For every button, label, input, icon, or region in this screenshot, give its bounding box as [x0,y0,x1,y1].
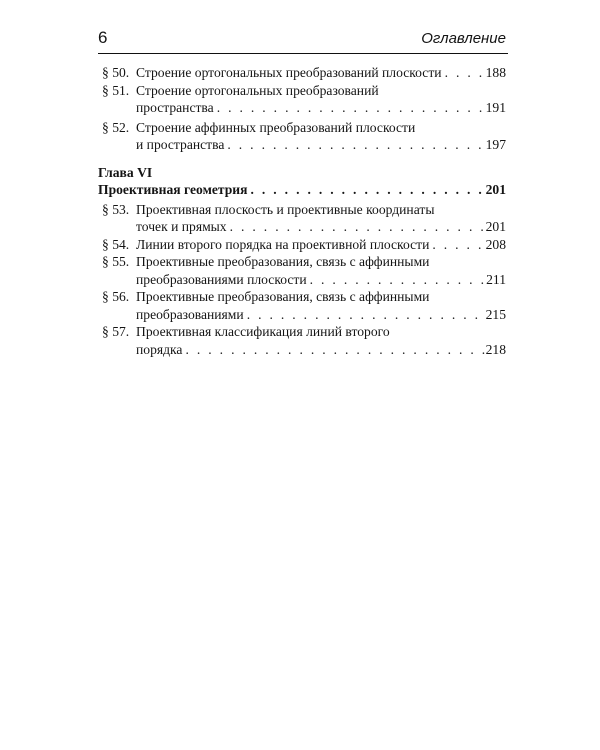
leader-dots [429,236,485,254]
leader-dots [307,271,486,289]
chapter-label: Глава VI [98,164,153,180]
toc-entry-55[interactable] [98,253,506,288]
section-title: Проективная классификация линий второго [136,324,390,339]
leader-dots [247,181,485,199]
section-title: Проективная плоскость и проективные координаты [136,201,435,217]
toc-entry-51[interactable] [98,82,506,117]
section-number: § 56. [102,289,130,304]
section-number: § 53. [102,201,130,217]
leader-dots [244,306,486,324]
section-number: § 57. [102,324,130,339]
section-number: § 54. [102,236,130,252]
section-title-cont: преобразованиями плоскости [136,271,307,287]
section-title: Строение ортогональных преобразований [136,82,379,98]
page-ref: 201 [485,182,506,197]
running-title: Оглавление [421,30,506,47]
section-title: Проективные преобразования, связь с аффинными [136,254,430,269]
page-ref: 191 [485,100,506,115]
page-ref: 211 [486,271,506,287]
toc-entry-53[interactable] [98,201,506,236]
section-title: Линии второго порядка на проективной плоскости [136,236,430,252]
section-number: § 50. [102,65,130,80]
section-title-cont: порядка [136,341,183,357]
page-ref: 201 [485,219,506,234]
toc-entry-54[interactable] [98,236,506,254]
page-number: 6 [98,28,108,47]
leader-dots [214,99,486,117]
section-title: Проективные преобразования, связь с аффинными [136,289,430,304]
section-title-cont: преобразованиями [136,306,244,322]
chapter-title: Проективная геометрия [98,182,248,197]
leader-dots [182,341,485,359]
page-ref: 208 [485,236,506,252]
toc-entry-52[interactable] [98,119,506,154]
section-title-cont: пространства [136,100,214,115]
toc-entry-57[interactable] [98,323,506,358]
section-number: § 55. [102,254,130,269]
section-title-cont: и пространства [136,137,225,152]
toc-chapter-entry[interactable] [98,181,506,199]
toc-entry-50[interactable] [98,64,506,82]
section-title: Строение ортогональных преобразований плоскости [136,65,442,80]
page-header [98,28,506,50]
page-ref: 215 [485,306,506,322]
section-number: § 51. [102,82,130,98]
header-rule [98,53,508,54]
table-of-contents [98,64,506,358]
page-ref: 218 [485,341,506,357]
page-ref: 197 [485,137,506,152]
leader-dots [227,218,486,236]
page-ref: 188 [485,65,506,80]
section-title-cont: точек и прямых [136,219,227,234]
toc-entry-56[interactable] [98,288,506,323]
leader-dots [442,64,486,82]
section-number: § 52. [102,119,130,135]
leader-dots [224,136,485,154]
section-title: Строение аффинных преобразований плоскости [136,119,416,135]
